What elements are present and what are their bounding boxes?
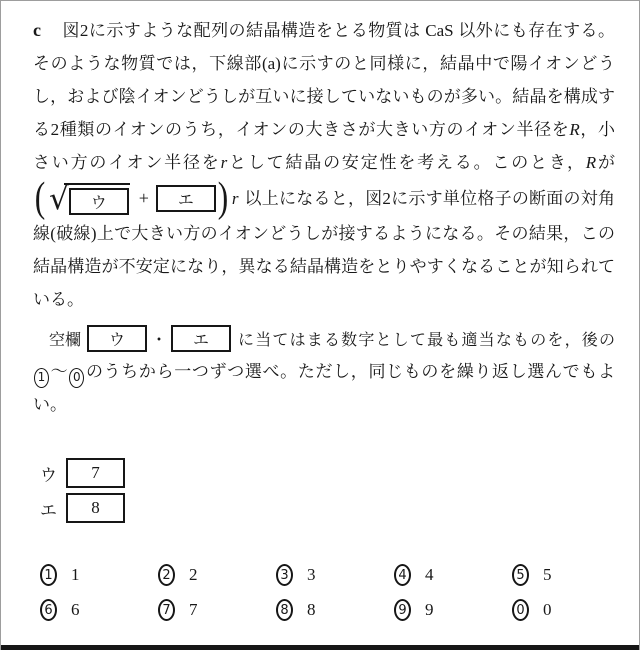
radicand [64, 183, 130, 215]
option-value: 8 [307, 600, 316, 619]
problem-text: さい方のイオン半径を [33, 153, 221, 172]
variable-r: r [231, 188, 239, 208]
answer-label-e: エ [40, 500, 57, 520]
option-value: 6 [71, 600, 80, 619]
circled-digit-0: 0 [512, 599, 529, 621]
circled-digit-6: 6 [40, 599, 57, 621]
option-value: 7 [189, 600, 198, 619]
problem-text: 図2に示すような配列の結晶構造をとる物質は CaS 以外にも存在する。 [62, 21, 615, 40]
problem-text: る2種類のイオンのうち，イオンの大きさが大きい方のイオン半径を [33, 120, 570, 139]
blank-box-u: ウ [69, 188, 129, 215]
circled-digit-5: 5 [512, 564, 529, 586]
option-value: 1 [71, 565, 80, 584]
option-value: 3 [307, 565, 316, 584]
problem-line-3: し，および陰イオンどうしが互いに接していないものが多い。結晶を構成す [33, 87, 615, 106]
page-content [1, 1, 639, 621]
option-value: 2 [189, 565, 198, 584]
circled-digit-4: 4 [394, 564, 411, 586]
option-5 [512, 564, 615, 586]
problem-line-8: 結晶構造が不安定になり，異なる結晶構造をとりやすくなることが知られて [33, 257, 615, 276]
formula-line [33, 175, 615, 221]
circled-digit-8: 8 [276, 599, 293, 621]
answer-section [40, 458, 615, 523]
problem-line-1 [33, 14, 615, 47]
answer-row-e [40, 493, 615, 523]
option-1 [40, 564, 158, 586]
question-text: のうちから一つずつ選べ。ただし，同じものを繰り返し選んでもよ [85, 362, 615, 381]
option-value: 4 [425, 565, 434, 584]
circled-digit-2: 2 [158, 564, 175, 586]
tilde: ～ [50, 362, 69, 381]
circled-digit-1: 1 [34, 368, 49, 388]
sqrt-expression [49, 182, 130, 216]
variable-r: r [220, 153, 228, 172]
right-paren: ) [217, 175, 229, 221]
formula-tail-text: 以上になると，図2に示す単位格子の断面の対角 [244, 189, 615, 208]
section-label: c [33, 20, 41, 40]
variable-R: R [569, 120, 580, 139]
option-6 [40, 599, 158, 621]
option-9 [394, 599, 512, 621]
variable-R: R [585, 153, 597, 172]
answer-box-u [66, 458, 125, 488]
options-grid [40, 564, 615, 621]
problem-paragraph [33, 14, 615, 316]
answer-row-u [40, 458, 615, 488]
left-paren: ( [34, 175, 46, 221]
problem-line-9: いる。 [33, 290, 84, 309]
answer-label-u: ウ [40, 465, 57, 485]
option-7 [158, 599, 276, 621]
option-2 [158, 564, 276, 586]
problem-line-2: そのような物質では，下線部(a)に示すのと同様に，結晶中で陽イオンどう [33, 54, 615, 73]
option-value: 0 [543, 600, 552, 619]
problem-text: として結晶の安定性を考える。このとき， [227, 153, 586, 172]
plus-sign: + [138, 188, 149, 208]
blank-box-e: エ [156, 185, 216, 212]
problem-line-5 [33, 146, 615, 179]
blank-box-e: エ [171, 325, 231, 352]
question-line-2 [33, 355, 615, 388]
circled-digit-9: 9 [394, 599, 411, 621]
question-line-3: い。 [33, 395, 67, 414]
answer-value-u: 7 [91, 463, 100, 482]
option-0 [512, 599, 615, 621]
circled-digit-1: 1 [40, 564, 57, 586]
problem-line-7: 線(破線)上で大きい方のイオンどうしが接するようになる。その結果，この [33, 224, 615, 243]
blank-box-u: ウ [87, 325, 147, 352]
middle-dot: ・ [151, 331, 168, 349]
circled-digit-0: 0 [69, 368, 84, 388]
option-value: 9 [425, 600, 434, 619]
radical-sign: √ [49, 180, 69, 217]
question-line-1 [33, 321, 615, 355]
option-value: 5 [543, 565, 552, 584]
problem-line-4 [33, 113, 615, 146]
option-8 [276, 599, 394, 621]
circled-digit-3: 3 [276, 564, 293, 586]
option-4 [394, 564, 512, 586]
problem-text: ，小 [579, 120, 616, 139]
answer-value-e: 8 [91, 498, 100, 517]
problem-text: が [596, 153, 615, 172]
circled-digit-7: 7 [158, 599, 175, 621]
question-lead: 空欄 [49, 331, 82, 349]
option-3 [276, 564, 394, 586]
page-bottom-rule [1, 645, 639, 650]
answer-box-e [66, 493, 125, 523]
question-paragraph [33, 321, 615, 421]
question-text: に当てはまる数字として最も適当なものを，後の [238, 331, 615, 349]
